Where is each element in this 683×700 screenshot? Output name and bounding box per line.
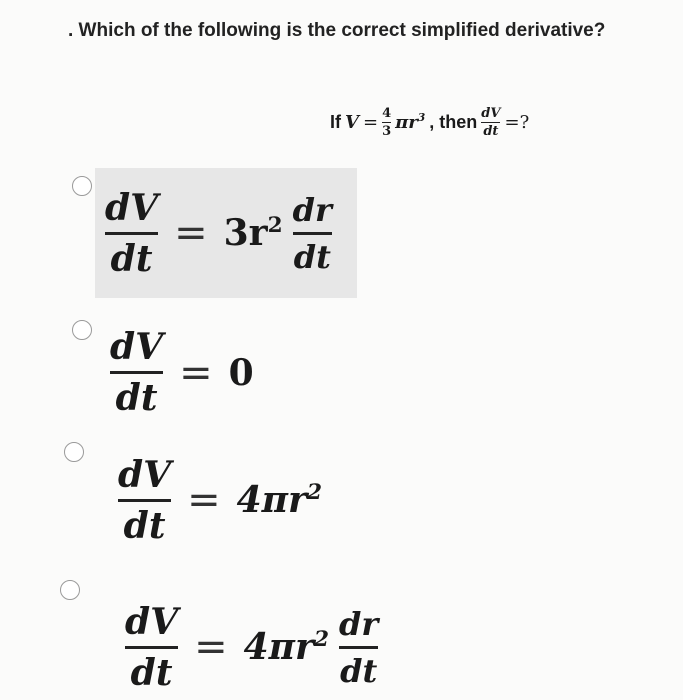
prompt-dt: dt: [483, 123, 499, 139]
choice-2[interactable]: [110, 325, 254, 420]
choice-2-rhs: 0: [228, 351, 254, 394]
choice-1-dr: dr: [292, 190, 332, 229]
choice-1-radio[interactable]: [72, 176, 92, 196]
choice-3-num: dV: [118, 453, 172, 496]
choice-4-lhs: [125, 600, 179, 694]
choice-4-drdt: [339, 604, 379, 690]
choice-4-equals: =: [194, 624, 228, 670]
choice-2-equals: =: [179, 349, 213, 396]
choice-4-rhs: $4\pi r^2$: [243, 626, 330, 668]
prompt-exp: 3: [417, 111, 426, 124]
choice-4-radio[interactable]: [60, 580, 80, 600]
choice-1-equals: =: [174, 210, 208, 256]
prompt-dv: dV: [481, 105, 501, 121]
prompt-dvdt: [481, 107, 500, 138]
prompt-tail: =?: [504, 111, 530, 133]
choice-3-den: dt: [123, 504, 166, 547]
prompt-three: 3: [382, 123, 392, 139]
choice-1-drdt: [292, 190, 332, 276]
prompt-four: 4: [382, 105, 392, 121]
choice-1-dt2: dt: [293, 237, 331, 276]
prompt-then: , then: [429, 111, 478, 132]
choice-4-num: dV: [125, 600, 179, 643]
choice-2-num: dV: [110, 326, 164, 368]
choice-4[interactable]: [125, 598, 378, 696]
prompt-pi-r: $\pi r^3$: [395, 111, 426, 133]
prompt-four-thirds: [382, 107, 391, 138]
prompt-V: V: [345, 111, 359, 133]
choice-1-den: dt: [110, 237, 153, 280]
choice-1-num: dV: [105, 186, 159, 229]
choice-2-lhs: [110, 326, 164, 419]
choice-1-lhs: [105, 186, 159, 280]
choice-3-rhs: $4\pi r^2$: [236, 479, 323, 521]
choice-3-radio[interactable]: [64, 442, 84, 462]
question-prompt: [330, 97, 529, 147]
choice-4-den: dt: [130, 651, 173, 694]
choice-4-dr: dr: [339, 604, 379, 643]
choice-3-equals: =: [187, 477, 221, 523]
prompt-if: If: [330, 111, 341, 132]
choice-3-lhs: [118, 453, 172, 547]
choice-1[interactable]: [95, 168, 357, 298]
choice-3[interactable]: [118, 450, 322, 550]
choice-2-den: dt: [115, 377, 158, 419]
choice-2-radio[interactable]: [72, 320, 92, 340]
question-text: . Which of the following is the correct simplified derivative?: [68, 20, 606, 41]
choice-4-dt2: dt: [340, 651, 378, 690]
choice-1-rhs: $3r^2$: [223, 212, 283, 254]
prompt-eq: =: [362, 111, 379, 133]
